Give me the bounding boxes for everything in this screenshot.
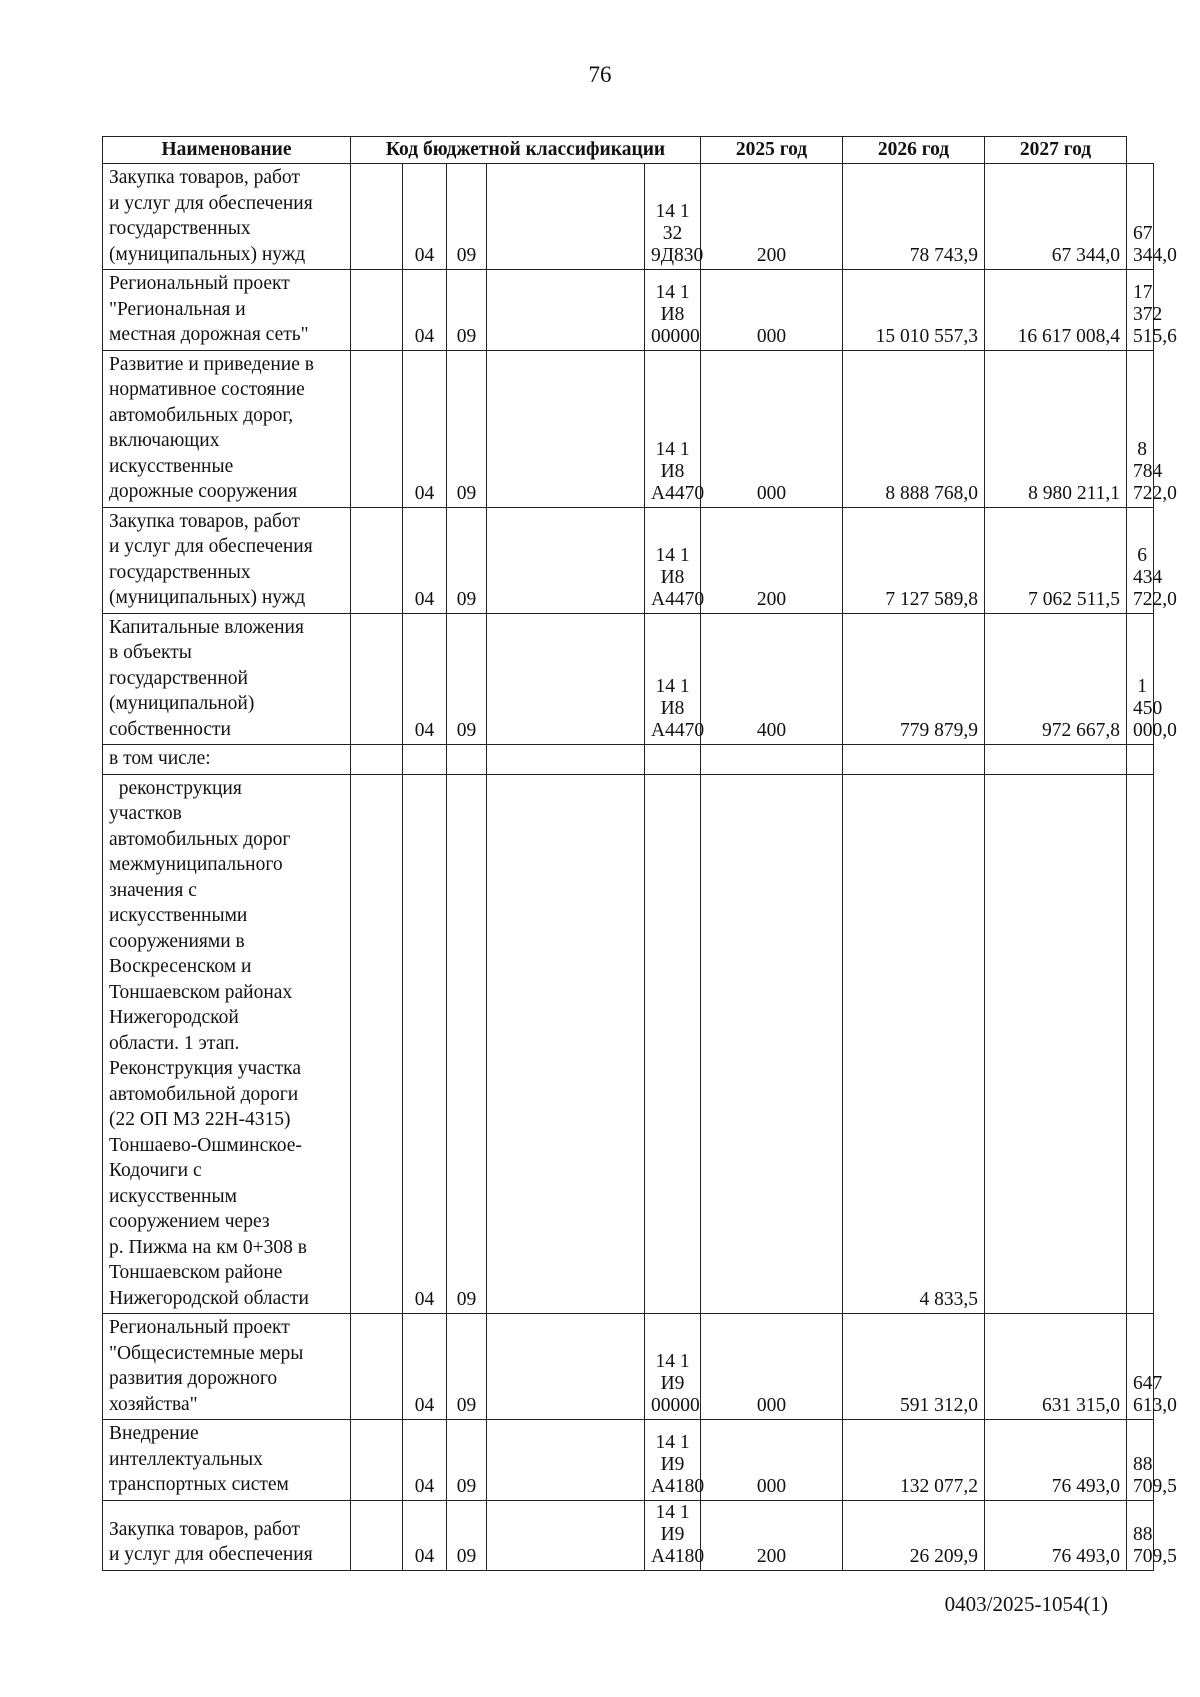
row-name-line: местная дорожная сеть"	[109, 324, 309, 345]
subsection-code: 09	[447, 507, 487, 613]
target-article-code: 14 1 И8 00000	[645, 270, 701, 351]
row-name-line: и услуг для обеспечения	[109, 536, 313, 557]
row-name-line: Воскресенском и	[109, 956, 252, 977]
row-name-line: "Общесистемные меры	[109, 1342, 304, 1364]
expense-type-code: 000	[701, 1314, 843, 1420]
value-2025: 591 312,0	[843, 1314, 985, 1420]
target-article-code: 14 1 32 9Д830	[645, 164, 701, 270]
empty-cell	[351, 350, 403, 507]
expense-type-code: 200	[701, 1500, 843, 1570]
header-2025: 2025 год	[701, 137, 843, 164]
value-2026: 16 617 008,4	[985, 270, 1127, 351]
empty-cell	[487, 1314, 645, 1420]
subsection-code: 09	[447, 613, 487, 745]
expense-type-code	[701, 745, 843, 775]
row-name-line: государственных	[109, 218, 251, 239]
row-name	[103, 745, 351, 775]
table-row	[103, 507, 1154, 613]
empty-cell	[487, 507, 645, 613]
row-name-line: сооружением через	[109, 1211, 270, 1232]
row-name-line: искусственным	[109, 1185, 237, 1207]
section-code: 04	[403, 613, 447, 745]
target-article-code: 14 1 И9 00000	[645, 1314, 701, 1420]
document-number: 0403/2025-1054(1)	[944, 1592, 1108, 1616]
row-name	[103, 507, 351, 613]
target-article-code: 14 1 И8 А4470	[645, 507, 701, 613]
header-code: Код бюджетной классификации	[351, 137, 701, 164]
row-name	[103, 774, 351, 1314]
row-name-line: включающих	[109, 430, 220, 451]
row-name-line: автомобильной дороги	[109, 1083, 299, 1105]
value-2026: 8 980 211,1	[985, 350, 1127, 507]
row-name-line: и услуг для обеспечения	[109, 192, 313, 214]
value-2025: 78 743,9	[843, 164, 985, 270]
subsection-code	[447, 745, 487, 775]
target-article-code: 14 1 И8 А4470	[645, 350, 701, 507]
row-name-line: (22 ОП МЗ 22Н-4315)	[109, 1109, 291, 1130]
expense-type-code: 400	[701, 613, 843, 745]
row-name-line: Внедрение	[109, 1423, 199, 1444]
row-name-line: Нижегородской	[109, 1007, 239, 1028]
subsection-code: 09	[447, 1420, 487, 1501]
empty-cell	[351, 1314, 403, 1420]
row-name-line: Тоншаевском районах	[109, 981, 293, 1003]
value-2025: 26 209,9	[843, 1500, 985, 1570]
value-2027: 6 434 722,0	[1127, 507, 1154, 613]
row-name	[103, 1420, 351, 1501]
row-name-line: р. Пижма на км 0+308 в	[109, 1236, 307, 1258]
row-name-line: Капитальные вложения	[109, 616, 304, 638]
value-2026: 631 315,0	[985, 1314, 1127, 1420]
subsection-code: 09	[447, 774, 487, 1314]
target-article-code: 14 1 И9 А4180	[645, 1500, 701, 1570]
value-2027: 8 784 722,0	[1127, 350, 1154, 507]
value-2026: 76 493,0	[985, 1500, 1127, 1570]
value-2027: 88 709,5	[1127, 1500, 1154, 1570]
table-row	[103, 1314, 1154, 1420]
value-2026: 67 344,0	[985, 164, 1127, 270]
section-code: 04	[403, 1500, 447, 1570]
row-name-line: значения с	[109, 879, 197, 901]
row-name-line: области. 1 этап.	[109, 1032, 240, 1054]
row-name-line: автомобильных дорог	[109, 828, 291, 850]
empty-cell	[487, 745, 645, 775]
row-name-line: государственной	[109, 667, 248, 689]
empty-cell	[351, 613, 403, 745]
empty-cell	[351, 745, 403, 775]
row-name-line: искусственными	[109, 905, 248, 926]
table-header-row	[103, 137, 1154, 164]
empty-cell	[487, 613, 645, 745]
table-row	[103, 1420, 1154, 1501]
row-name-line: реконструкция	[109, 777, 242, 799]
expense-type-code: 200	[701, 507, 843, 613]
value-2026	[985, 774, 1127, 1314]
row-name	[103, 164, 351, 270]
row-name-line: Кодочиги с	[109, 1160, 202, 1181]
row-name-line: хозяйства"	[109, 1393, 198, 1415]
value-2025: 8 888 768,0	[843, 350, 985, 507]
budget-table	[102, 136, 1177, 1571]
row-name	[103, 1314, 351, 1420]
row-name-line: Развитие и приведение в	[109, 353, 314, 375]
row-name	[103, 350, 351, 507]
row-name-line: собственности	[109, 718, 231, 740]
row-name-line: (муниципальных) нужд	[109, 243, 306, 265]
empty-cell	[487, 1500, 645, 1570]
section-code: 04	[403, 1420, 447, 1501]
value-2027	[1127, 774, 1154, 1314]
row-name-line: дорожные сооружения	[109, 481, 298, 502]
value-2027: 647 613,0	[1127, 1314, 1154, 1420]
empty-cell	[351, 774, 403, 1314]
row-name-line: (муниципальных) нужд	[109, 587, 306, 608]
section-code: 04	[403, 507, 447, 613]
subsection-code: 09	[447, 164, 487, 270]
row-name	[103, 1500, 351, 1570]
row-name-line: интеллектуальных	[109, 1448, 263, 1470]
subsection-code: 09	[447, 350, 487, 507]
row-name-line: нормативное состояние	[109, 379, 305, 400]
row-name-line: Нижегородской области	[109, 1287, 309, 1309]
empty-cell	[351, 1500, 403, 1570]
value-2027	[1127, 745, 1154, 775]
row-name-line: развития дорожного	[109, 1368, 278, 1389]
row-name-line: Тоншаевском районе	[109, 1262, 283, 1283]
row-name-line: межмуниципального	[109, 854, 283, 875]
value-2027: 67 344,0	[1127, 164, 1154, 270]
header-2027: 2027 год	[985, 137, 1127, 164]
table-row	[103, 350, 1154, 507]
row-name-line: "Региональная и	[109, 298, 246, 320]
row-name-line: (муниципальной)	[109, 693, 255, 714]
section-code: 04	[403, 350, 447, 507]
target-article-code: 14 1 И9 А4180	[645, 1420, 701, 1501]
row-name-line: сооружениями в	[109, 930, 245, 952]
empty-cell	[487, 164, 645, 270]
row-name	[103, 613, 351, 745]
empty-cell	[351, 164, 403, 270]
header-name: Наименование	[103, 137, 351, 164]
subsection-code: 09	[447, 1500, 487, 1570]
target-article-code: 14 1 И8 А4470	[645, 613, 701, 745]
expense-type-code: 000	[701, 350, 843, 507]
section-code: 04	[403, 270, 447, 351]
table-row	[103, 270, 1154, 351]
row-name-line: Закупка товаров, работ	[109, 510, 300, 532]
row-name-line: участков	[109, 803, 182, 824]
row-name-line: Региональный проект	[109, 273, 290, 294]
subsection-code: 09	[447, 270, 487, 351]
section-code	[403, 745, 447, 775]
value-2025: 7 127 589,8	[843, 507, 985, 613]
empty-cell	[351, 1420, 403, 1501]
row-name-line: Региональный проект	[109, 1317, 290, 1338]
table-row	[103, 613, 1154, 745]
row-name-line: Тоншаево-Ошминское-	[109, 1134, 302, 1156]
target-article-code	[645, 745, 701, 775]
row-name-line: государственных	[109, 561, 251, 583]
section-code: 04	[403, 774, 447, 1314]
expense-type-code	[701, 774, 843, 1314]
value-2026: 7 062 511,5	[985, 507, 1127, 613]
table-row	[103, 745, 1154, 775]
value-2026: 972 667,8	[985, 613, 1127, 745]
table-row	[103, 774, 1154, 1314]
empty-cell	[487, 774, 645, 1314]
expense-type-code: 200	[701, 164, 843, 270]
table-row	[103, 1500, 1154, 1570]
subsection-code: 09	[447, 1314, 487, 1420]
empty-cell	[487, 270, 645, 351]
value-2027: 1 450 000,0	[1127, 613, 1154, 745]
empty-cell	[487, 350, 645, 507]
empty-cell	[351, 507, 403, 613]
header-2026: 2026 год	[843, 137, 985, 164]
empty-cell	[487, 1420, 645, 1501]
value-2025: 779 879,9	[843, 613, 985, 745]
empty-cell	[351, 270, 403, 351]
section-code: 04	[403, 164, 447, 270]
value-2027: 17 372 515,6	[1127, 270, 1154, 351]
value-2027: 88 709,5	[1127, 1420, 1154, 1501]
expense-type-code: 000	[701, 1420, 843, 1501]
table-body	[103, 164, 1177, 1571]
row-name-line: искусственные	[109, 455, 234, 477]
row-name-line: Закупка товаров, работ	[109, 167, 300, 188]
row-name	[103, 270, 351, 351]
row-name-line: транспортных систем	[109, 1474, 289, 1495]
value-2025: 15 010 557,3	[843, 270, 985, 351]
row-name-line: Реконструкция участка	[109, 1058, 301, 1079]
value-2026: 76 493,0	[985, 1420, 1127, 1501]
row-name-line: автомобильных дорог,	[109, 404, 294, 426]
table-row	[103, 164, 1154, 270]
expense-type-code: 000	[701, 270, 843, 351]
section-code: 04	[403, 1314, 447, 1420]
page-number: 76	[588, 62, 612, 87]
row-name-line: в том числе:	[109, 748, 211, 769]
value-2025: 4 833,5	[843, 774, 985, 1314]
value-2026	[985, 745, 1127, 775]
target-article-code	[645, 774, 701, 1314]
row-name-line: и услуг для обеспечения	[109, 1544, 313, 1565]
value-2025: 132 077,2	[843, 1420, 985, 1501]
row-name-line: Закупка товаров, работ	[109, 1518, 300, 1540]
row-name-line: в объекты	[109, 642, 192, 663]
value-2025	[843, 745, 985, 775]
